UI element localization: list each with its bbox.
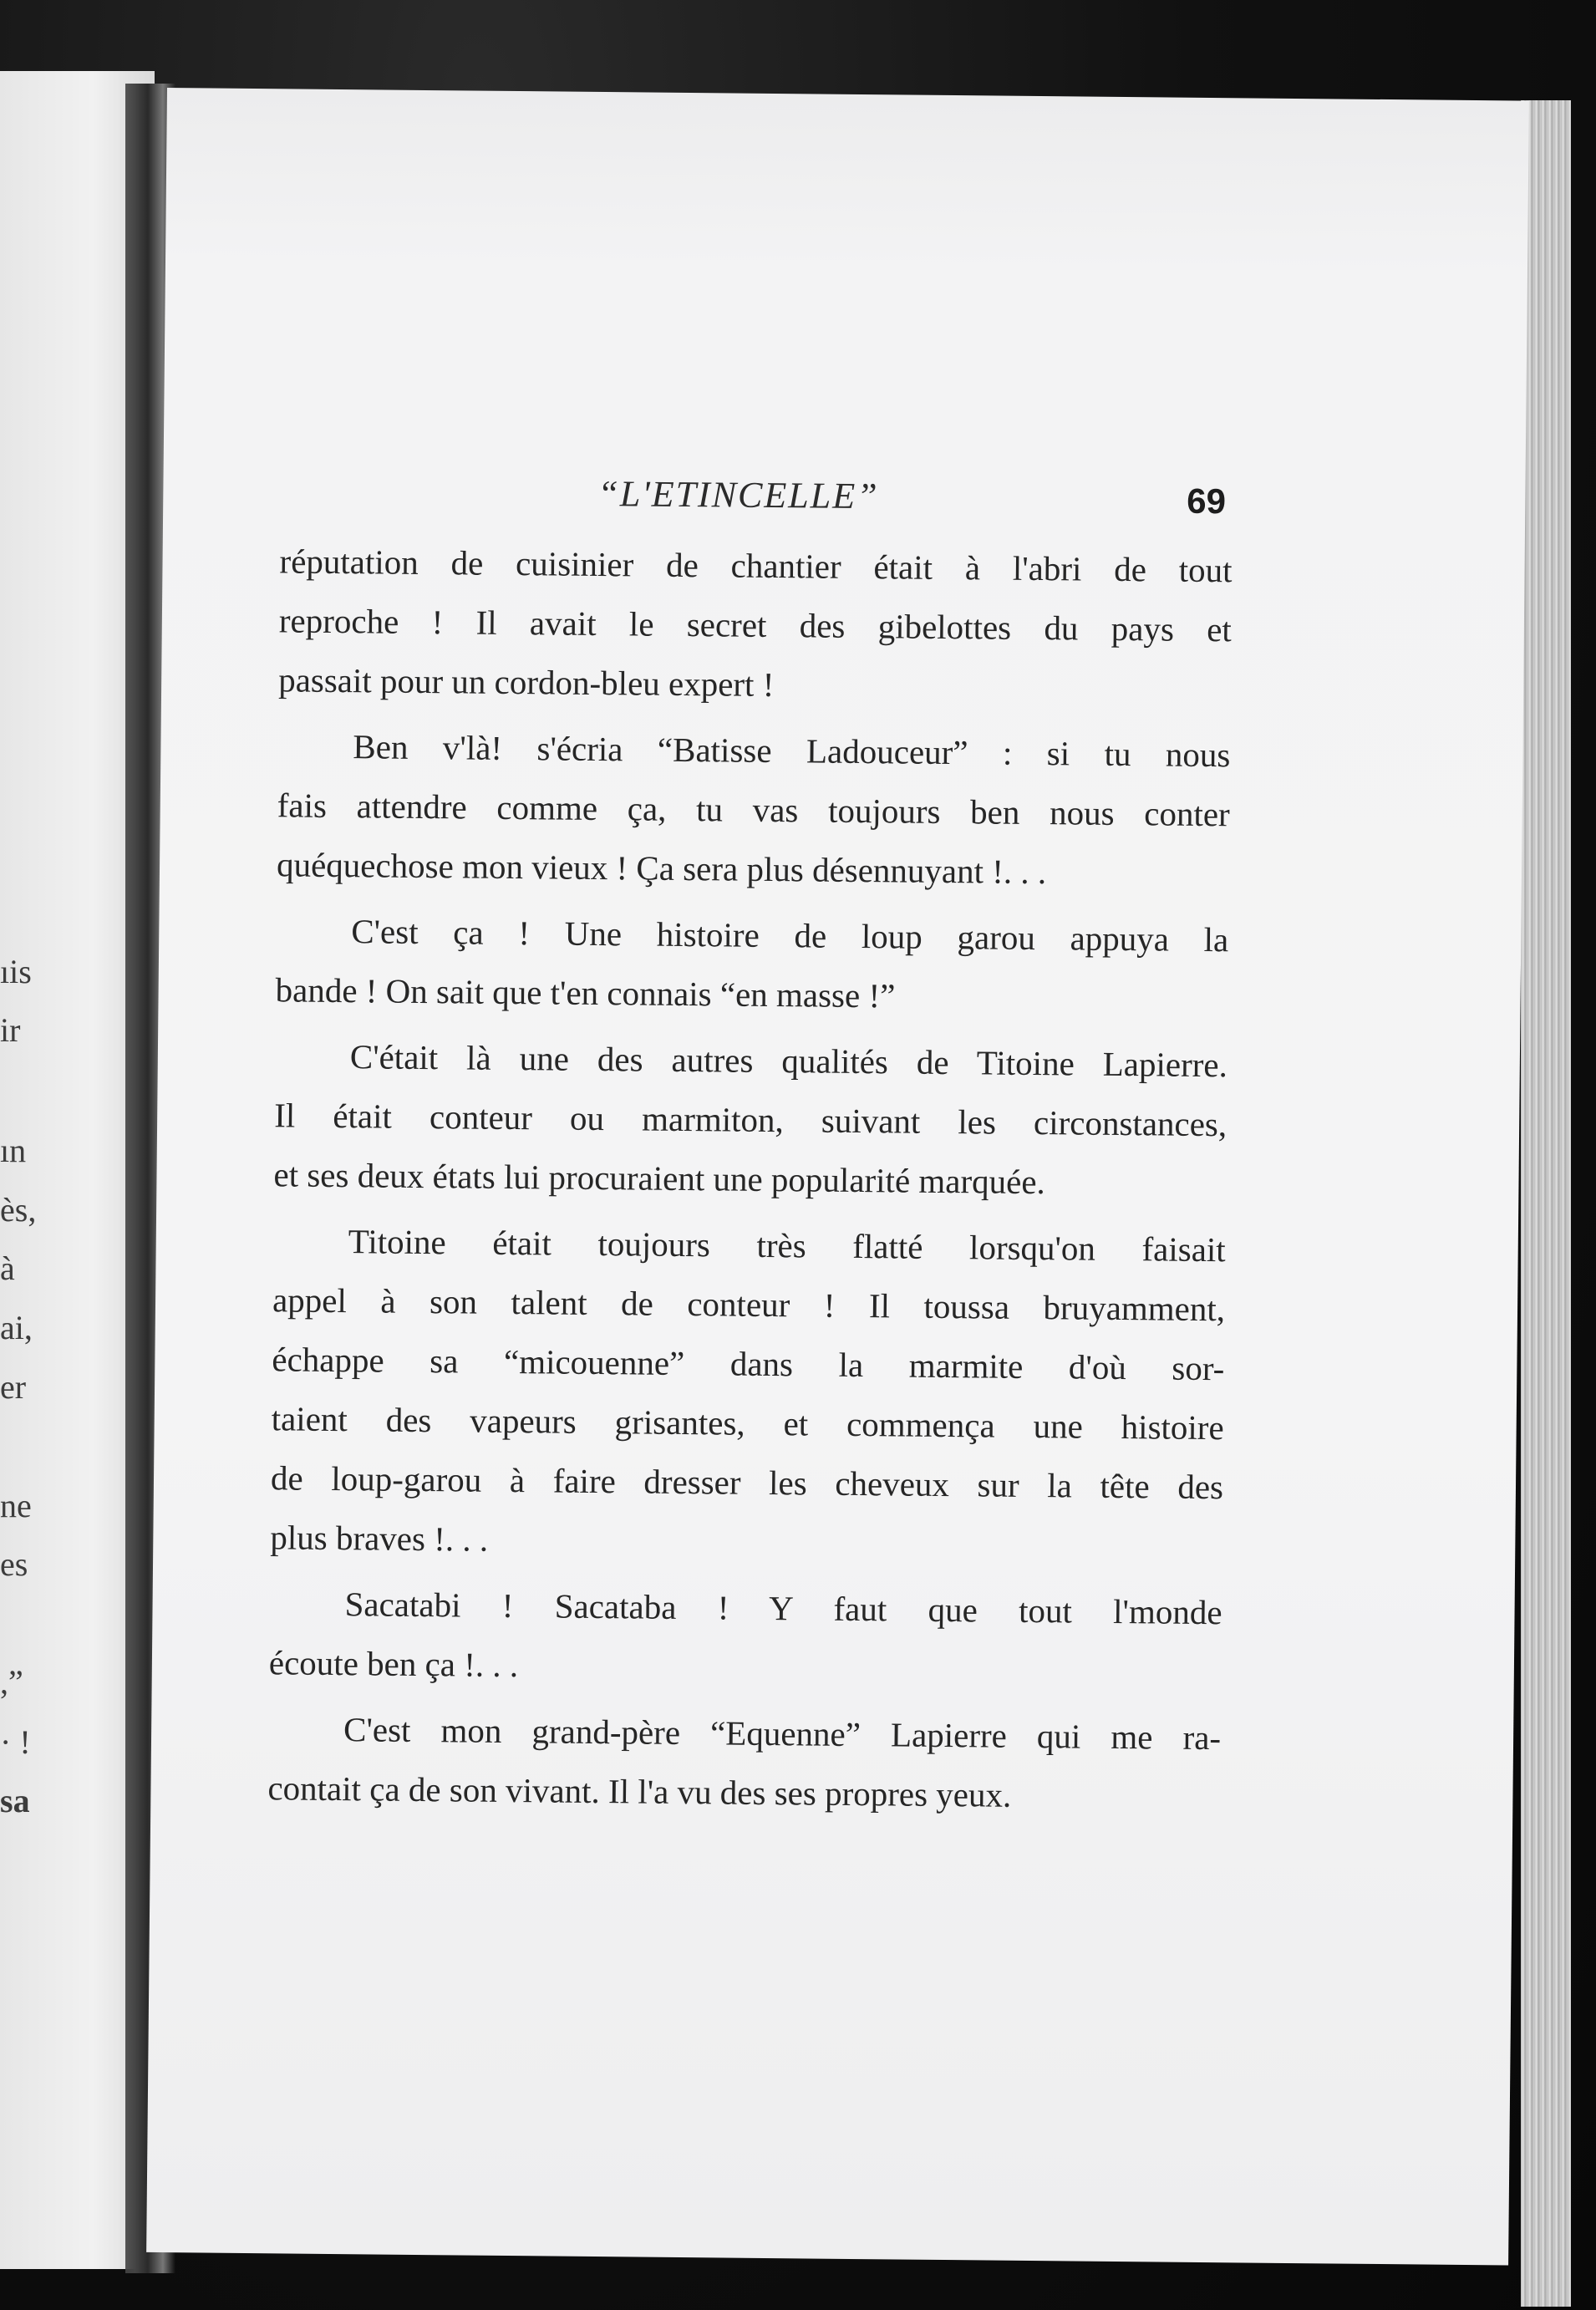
facing-page-fragment: à bbox=[0, 1249, 15, 1287]
text-line: et ses deux états lui procuraient une popularité marquée. bbox=[273, 1155, 1046, 1202]
text-line: reproche ! Il avait le secret des gibelottes du pays et bbox=[278, 601, 1233, 649]
text-line: réputation de cuisinier de chantier était à l'abri de tout bbox=[279, 542, 1233, 590]
facing-page-fragment: · ! bbox=[0, 1723, 31, 1761]
facing-page-fragment: er bbox=[0, 1368, 27, 1406]
facing-page-fragment: sa bbox=[0, 1782, 30, 1819]
facing-page-fragment: ıis bbox=[0, 953, 32, 990]
text-line: C'était là une des autres qualités de Titoine Lapierre. bbox=[349, 1037, 1228, 1085]
text-line: Ben v'là! s'écria “Batisse Ladouceur” : si tu nous bbox=[353, 727, 1231, 775]
text-line: passait pour un cordon-bleu expert ! bbox=[277, 660, 775, 705]
text-line: appel à son talent de conteur ! Il toussa bruyamment, bbox=[272, 1280, 1226, 1329]
paragraph bbox=[275, 901, 1228, 1029]
facing-page-fragment: ,” bbox=[0, 1663, 23, 1701]
text-line: échappe sa “micouenne” dans la marmite d'où sor- bbox=[272, 1340, 1225, 1388]
paragraph bbox=[278, 532, 1233, 719]
text-line: contait ça de son vivant. Il l'a vu des ses propres yeux. bbox=[267, 1768, 1012, 1814]
text-line: C'est ça ! Une histoire de loup garou appuya la bbox=[351, 912, 1229, 959]
paragraph bbox=[273, 1026, 1227, 1214]
book-page bbox=[146, 88, 1529, 2266]
page-body-text bbox=[267, 532, 1233, 1827]
facing-page-fragment: es bbox=[0, 1545, 28, 1583]
paragraph bbox=[269, 1574, 1222, 1702]
text-line: taient des vapeurs grisantes, et commença une histoire bbox=[271, 1399, 1224, 1448]
facing-page-fragment: ès, bbox=[0, 1191, 37, 1229]
facing-page-fragment: ne bbox=[0, 1487, 32, 1524]
text-line: Sacatabi ! Sacataba ! Y faut que tout l'monde bbox=[344, 1585, 1222, 1632]
paragraph bbox=[270, 1211, 1226, 1576]
page-header bbox=[163, 468, 1526, 532]
paragraph bbox=[277, 716, 1231, 903]
text-line: C'est mon grand-père “Equenne” Lapierre qui me ra- bbox=[343, 1710, 1222, 1758]
text-line: bande ! On sait que t'en connais “en masse !” bbox=[275, 970, 896, 1015]
text-line: de loup-garou à faire dresser les cheveux sur la tête des bbox=[270, 1458, 1224, 1507]
page-number: 69 bbox=[1187, 481, 1227, 522]
page-stack-edge bbox=[1521, 100, 1571, 2307]
facing-page-fragment: ai, bbox=[0, 1309, 33, 1346]
text-line: écoute ben ça !. . . bbox=[268, 1643, 519, 1685]
text-line: Il était conteur ou marmiton, suivant les circonstances, bbox=[273, 1096, 1227, 1144]
text-line: plus braves !. . . bbox=[270, 1518, 489, 1559]
paragraph bbox=[267, 1699, 1221, 1827]
facing-page-fragment: ir bbox=[0, 1011, 21, 1049]
text-line: fais attendre comme ça, tu vas toujours ben nous conter bbox=[277, 786, 1230, 834]
text-line: quéquechose mon vieux ! Ça sera plus désennuyant !. . . bbox=[276, 845, 1047, 892]
running-title: “L'ETINCELLE” bbox=[597, 472, 879, 517]
facing-page-fragment: ın bbox=[0, 1132, 27, 1169]
text-line: Titoine était toujours très flatté lorsqu'on faisait bbox=[348, 1222, 1226, 1269]
